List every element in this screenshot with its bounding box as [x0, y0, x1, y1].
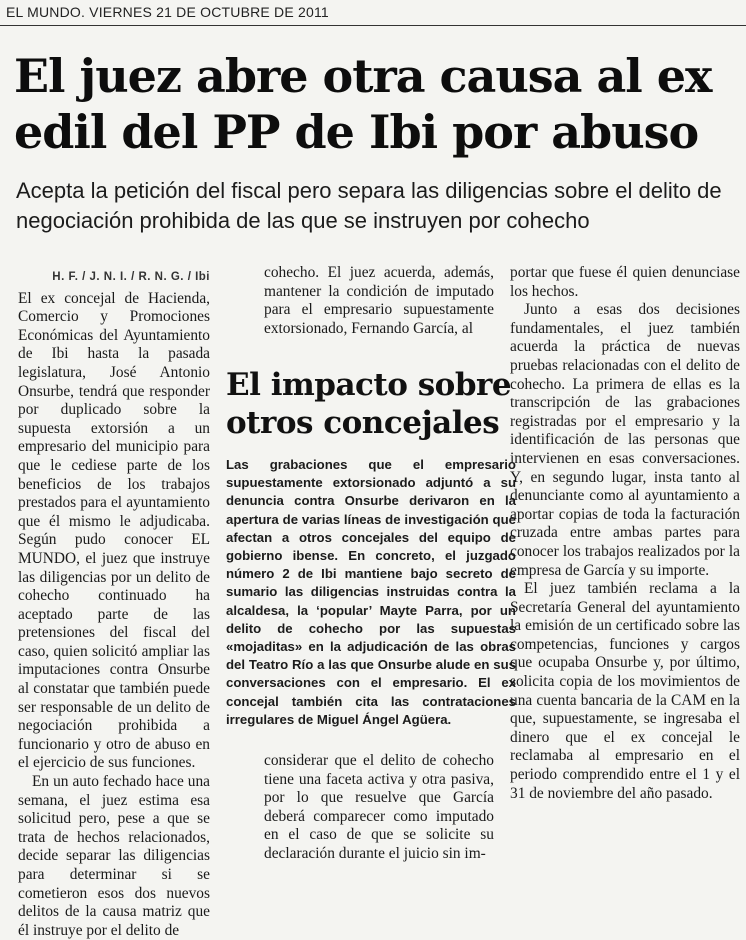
sidebar-title: El impacto sobre otros concejales	[226, 367, 512, 441]
article-byline: H. F. / J. N. I. / R. N. G. / Ibi	[52, 271, 210, 283]
article-column-3	[510, 264, 740, 803]
column3-paragraph-1: portar que fuese él quien denunciase los hechos.	[510, 264, 740, 300]
sidebar-body: Las grabaciones que el empresario supuestamente extorsionado adjuntó a su denuncia contra Onsurbe derivaron en la apertura de varias líneas de investigación que afectan a otros concejales del equipo de gobierno ibense. En concreto, el juzgado número 2 de Ibi mantiene bajo secreto de sumario las diligencias instruidas contra la alcaldesa, la ‘popular’ Mayte Parra, por un delito de cohecho por las supuestas «mojaditas» en la adjudicación de las obras del Teatro Río a las que Onsurbe alude en sus conversaciones con el empresario. El ex concejal también cita las contrataciones irregulares de Miguel Ángel Agüera.	[226, 457, 516, 727]
sidebar-box	[226, 366, 516, 727]
article-subheadline: Acepta la petición del fiscal pero separa las diligencias sobre el delito de negociación prohibida de las que se instruyen por cohecho	[16, 178, 722, 233]
column3-paragraph-2: Junto a esas dos decisiones fundamentales, el juez también acuerda la práctica de nuevas pruebas relacionadas con el delito de cohecho. La primera de ellas es la transcripción de las grabaciones registradas por el empresario y la identificación de las personas que intervienen en esas conversaciones. Y, en segundo lugar, insta tanto al denunciante como al ayuntamiento a aportar copias de toda la facturación cruzada entre ambas partes para conocer los trabajos realizados por la empresa de García y su importe.	[510, 301, 740, 579]
newspaper-masthead: EL MUNDO. VIERNES 21 DE OCTUBRE DE 2011	[0, 2, 746, 26]
column1-paragraph-2: En un auto fechado hace una semana, el juez estima esa solicitud pero, pese a que se trata de hechos relacionados, decide separar las diligencias para determinar si se cometieron esos dos nuevos delitos de la causa matriz que él instruye por el delito de	[18, 773, 210, 939]
column3-paragraph-3: El juez también reclama a la Secretaría General del ayuntamiento la emisión de un certificado sobre las competencias, funciones y cargos que ocupaba Onsurbe y, por último, solicita copia de los movimientos de una cuenta bancaria de la CAM en la que, supuestamente, se ingresaba el dinero que el ex concejal le reclamaba al empresario en el periodo comprendido entre el 1 y el 31 de noviembre del año pasado.	[510, 580, 740, 802]
column2-bottom-paragraph: considerar que el delito de cohecho tiene una faceta activa y otra pasiva, por lo que resuelve que García deberá comparecer como imputado en el caso de que se solicite su declaración durante el juicio sin im-	[264, 752, 494, 862]
column2-top-paragraph: cohecho. El juez acuerda, además, mantener la condición de imputado para el empresario supuestamente extorsionado, Fernando García, al	[264, 264, 494, 337]
article-column-2-bottom	[264, 752, 494, 864]
column1-paragraph-1: El ex concejal de Hacienda, Comercio y Promociones Económicas del Ayuntamiento de Ibi hasta la pasada legislatura, José Antonio Onsurbe, tendrá que responder por duplicado sobre la supuesta extorsión a un empresario del municipio para que le cediese parte de los beneficios de los trabajos prestados para el ayuntamiento que él mismo le adjudicaba. Según pudo conocer EL MUNDO, el juez que instruye las diligencias por un delito de cohecho continuado ha aceptado parte de las pretensiones del fiscal del caso, quien solicitó ampliar las imputaciones contra Onsurbe al constatar que también puede ser responsable de un delito de negociación prohibida a funcionario y otro de abuso en el ejercicio de sus funciones.	[18, 289, 210, 772]
article-column-2-top	[264, 264, 494, 338]
article-column-1	[18, 268, 210, 940]
article-headline: El juez abre otra causa al ex edil del PP de Ibi por abuso	[14, 49, 712, 159]
